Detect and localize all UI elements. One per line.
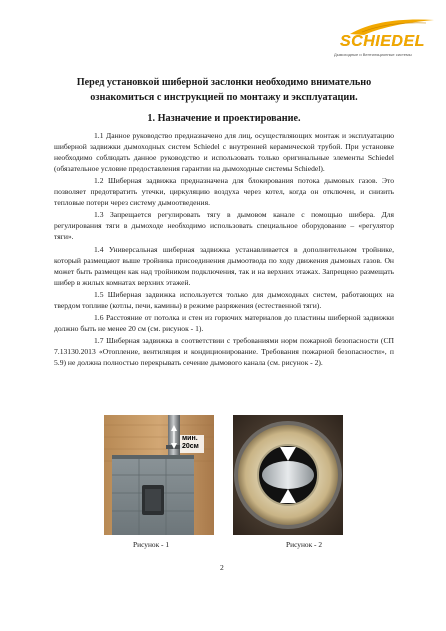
figure-2-damper-photo (233, 415, 343, 535)
heading-line-1: Перед установкой шиберной заслонки необходимо внимательно (76, 77, 372, 88)
paragraph-1-6: 1.6 Расстояние от потолка и стен из горючих материалов до пластины шиберной задвижки должно быть не менее 20 см (см. рисунок - 1). (54, 312, 394, 333)
schiedel-logo (330, 16, 440, 60)
damper-section-image (233, 415, 343, 535)
logo-tagline: Дымоходные и Вентиляционные системы (334, 52, 412, 57)
figure-1-caption: Рисунок - 1 (133, 540, 170, 549)
document-heading (54, 75, 394, 105)
body-text (54, 130, 394, 369)
paragraph-1-1: 1.1 Данное руководство предназначено для лиц, осуществляющих монтаж и эксплуатацию шиберной задвижки дымоходных систем Schiedel с внутренней керамической трубой. При установке необходимо соблюдать данное руководство и использовать только оригинальные элементы Schiedel (обязательное условие предоставления гарантии на дымоходные системы Schiedel). (54, 131, 394, 173)
paragraph-1-4: 1.4 Универсальная шиберная задвижка устанавливается в дополнительном тройнике, который размещают выше тройника присоединения дымоотвода по ходу движения дымовых газов. Он может быть размещен как над тройником подключения, так и на верхних этажах. Запрещено размещать шибер в жилых комнатах верхних этажей. (54, 244, 394, 287)
figure-2-caption: Рисунок - 2 (286, 540, 323, 549)
page-number: 2 (220, 563, 224, 572)
stove-chimney-image (104, 415, 214, 535)
paragraph-1-5: 1.5 Шиберная задвижка используется только для дымоходных систем, работающих на твердом топливе (котлы, печи, камины) в режиме разряжения (естественной тяги). (54, 289, 394, 310)
paragraph-1-3: 1.3 Запрещается регулировать тягу в дымовом канале с помощью шибера. Для регулирования тяги в дымоходе необходимо использовать специальное оборудование – «регулятор тяги». (54, 210, 394, 242)
logo-wordmark: SCHIEDEL (340, 33, 425, 50)
figure-1-stove-photo (104, 415, 214, 535)
section-title: 1. Назначение и проектирование. (147, 113, 301, 124)
paragraph-1-7: 1.7 Шиберная задвижка в соответствии с требованиями норм пожарной безопасности (СП 7.13130.2013 «Отопление, вентиляция и кондиционирование. Требования пожарной безопасности», п 5.9) не должна полностью перекрывать сечение дымового канала (см. рисунок - 2). (54, 336, 394, 368)
clearance-label: мин. 20см (182, 435, 199, 450)
paragraph-1-2: 1.2 Шиберная задвижка предназначена для блокирования потока дымовых газов. Это позволяет предотвратить утечки, циркуляцию воздуха через котел, когда он отключен, и снизить тепловые потери через систему дымоотведения. (54, 176, 394, 208)
heading-line-2: ознакомиться с инструкцией по монтажу и эксплуатации. (90, 92, 358, 103)
